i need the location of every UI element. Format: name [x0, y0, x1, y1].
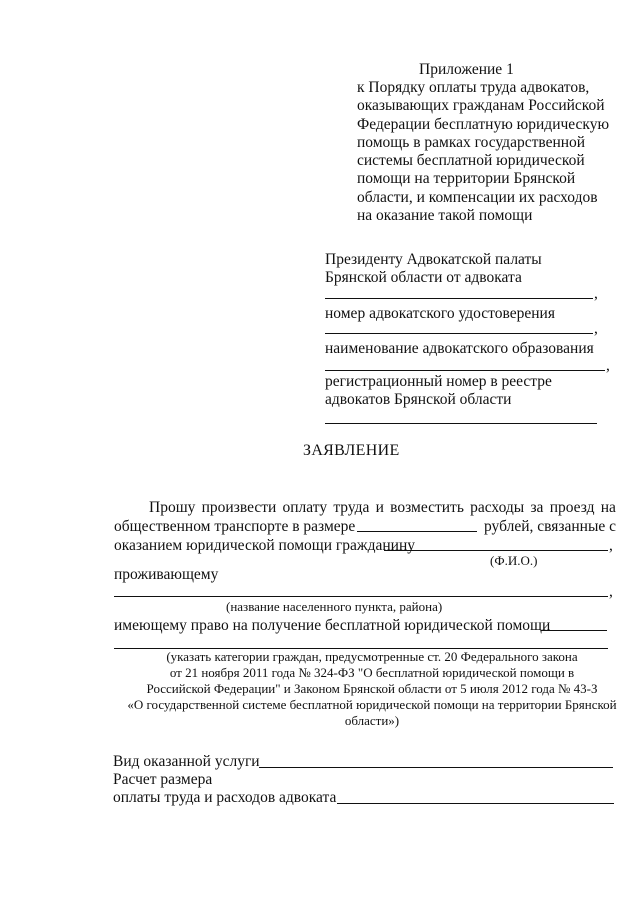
appendix-line: области, и компенсации их расходов [357, 188, 598, 206]
body-word: проезд [549, 499, 595, 516]
entitled-label: имеющему право на получение бесплатной юридической помощи [114, 617, 551, 634]
appendix-line: оказывающих гражданам Российской [357, 97, 605, 115]
document-heading: ЗАЯВЛЕНИЕ [303, 442, 400, 459]
appendix-line: на оказание такой помощи [357, 207, 533, 225]
calc-label-2: оплаты труда и расходов адвоката [113, 789, 337, 806]
service-label: Вид оказанной услуги [113, 753, 260, 770]
appendix-line: к Порядку оплаты труда адвокатов, [357, 79, 590, 96]
certificate-label: номер адвокатского удостоверения [325, 305, 555, 322]
comma: , [609, 583, 613, 600]
body-word: возместить [390, 499, 464, 516]
caption-line: Российской Федерации" и Законом Брянской области от 5 июля 2012 года № 43-З [146, 681, 598, 696]
formation-label: наименование адвокатского образования [325, 340, 594, 357]
body-row-2a: общественном транспорте в размере [114, 518, 356, 535]
locality-caption: (название населенного пункта, района) [226, 599, 443, 614]
comma: , [606, 357, 610, 374]
amount-field[interactable] [357, 531, 477, 532]
caption-line: «О государственной системе бесплатной юридической помощи на территории Брянской [127, 697, 617, 712]
calc-field[interactable] [337, 803, 614, 804]
appendix-block [357, 60, 617, 225]
fio-caption: (Ф.И.О.) [490, 553, 538, 568]
caption-line: области») [344, 713, 400, 728]
body-word: за [530, 499, 544, 516]
registry-label-2: адвокатов Брянской области [325, 391, 512, 408]
comma: , [594, 285, 598, 302]
entitlement-field-short[interactable] [541, 630, 607, 631]
caption-line: от 21 ноября 2011 года № 324-ФЗ "О бесплатной юридической помощи в [169, 665, 575, 680]
comma: , [594, 320, 598, 337]
body-word: на [600, 499, 616, 516]
advocate-name-field[interactable] [325, 298, 593, 299]
appendix-lines [357, 79, 617, 225]
body-word: расходы [470, 499, 525, 516]
caption-line: (указать категории граждан, предусмотренные ст. 20 Федерального закона [166, 649, 578, 664]
calc-label-1: Расчет размера [113, 771, 213, 788]
appendix-line: Федерации бесплатную юридическую [357, 115, 610, 133]
body-row-3: оказанием юридической помощи гражданину [114, 537, 416, 554]
body-word: и [375, 499, 384, 516]
addressee-line-2: Брянской области от адвоката [325, 269, 522, 286]
appendix-line: системы бесплатной юридической [357, 152, 585, 170]
residing-label: проживающему [114, 566, 219, 583]
body-word: произвести [201, 499, 277, 516]
appendix-title: Приложение 1 [419, 61, 514, 78]
registry-label-1: регистрационный номер в реестре [325, 373, 552, 390]
citizen-name-field[interactable] [384, 550, 608, 551]
category-caption [112, 649, 632, 729]
body-row-1 [149, 498, 616, 517]
body-row-2b: рублей, связанные с [484, 518, 617, 535]
addressee-line-1: Президенту Адвокатской палаты [325, 251, 542, 268]
appendix-line: помощи на территории Брянской [357, 170, 576, 188]
body-word: оплату [282, 499, 328, 516]
service-field[interactable] [259, 767, 613, 768]
locality-field[interactable] [114, 596, 608, 597]
formation-name-field[interactable] [325, 370, 605, 371]
registry-number-field[interactable] [325, 423, 597, 424]
body-word: труда [333, 499, 370, 516]
comma: , [609, 537, 613, 554]
appendix-line: помощь в рамках государственной [357, 133, 586, 151]
body-word: Прошу [149, 499, 196, 516]
certificate-number-field[interactable] [325, 333, 593, 334]
